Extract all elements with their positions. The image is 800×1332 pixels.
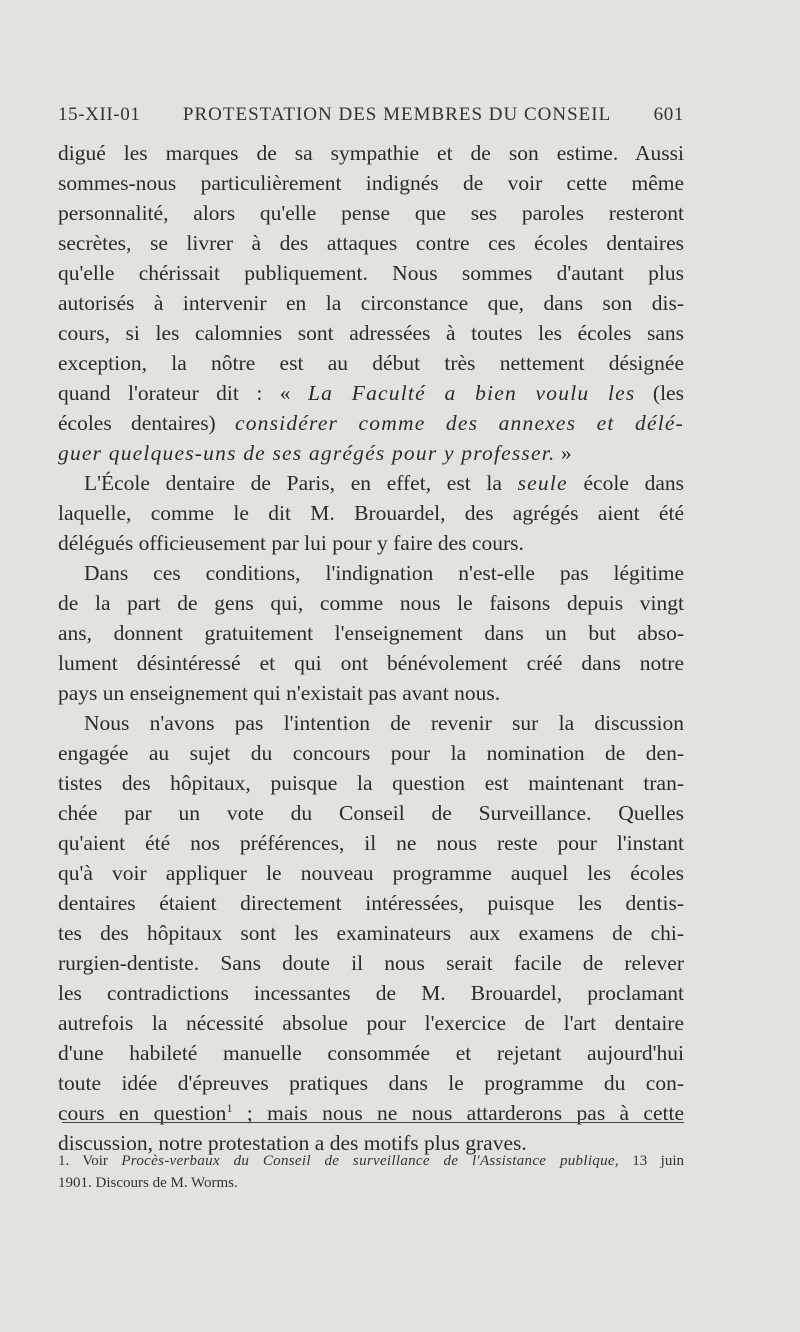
text-line [58, 948, 684, 978]
text-line [58, 918, 684, 948]
text-run: d'une habileté manuelle consommée et rejetant aujourd'hui [58, 1041, 684, 1065]
text-run: rurgien-dentiste. Sans doute il nous serait facile de relever [58, 951, 684, 975]
text-line [58, 198, 684, 228]
text-line [58, 588, 684, 618]
text-line [58, 1098, 684, 1128]
text-run: délégués officieusement par lui pour y faire des cours. [58, 531, 524, 555]
italic-text: guer quelques-uns de ses agrégés pour y professer. [58, 441, 556, 465]
text-line [58, 258, 684, 288]
footnote-line [58, 1172, 684, 1194]
text-run: cours, si les calomnies sont adressées à toutes les écoles sans [58, 321, 684, 345]
text-run: exception, la nôtre est au début très nettement désignée [58, 351, 684, 375]
text-run: toute idée d'épreuves pratiques dans le programme du con- [58, 1071, 684, 1095]
text-run: pays un enseignement qui n'existait pas avant nous. [58, 681, 501, 705]
text-run: écoles dentaires) [58, 411, 235, 435]
text-line [58, 768, 684, 798]
text-line [58, 378, 684, 408]
text-line [58, 1038, 684, 1068]
body-text [58, 138, 684, 1158]
header-title: PROTESTATION DES MEMBRES DU CONSEIL [182, 104, 612, 125]
text-run: Nous n'avons pas l'intention de revenir sur la discussion [84, 711, 684, 735]
text-line [58, 828, 684, 858]
text-line [58, 228, 684, 258]
italic-text: La Faculté a bien voulu les [307, 381, 636, 405]
text-run: de la part de gens qui, comme nous le faisons depuis vingt [58, 591, 684, 615]
text-line [58, 318, 684, 348]
text-line [58, 438, 684, 468]
text-run: chée par un vote du Conseil de Surveillance. Quelles [58, 801, 684, 825]
text-run: discussion, notre protestation a des motifs plus graves. [58, 1131, 527, 1155]
text-line [58, 648, 684, 678]
header-date: 15-XII-01 [58, 104, 141, 125]
text-line [58, 798, 684, 828]
text-run: ; mais nous ne nous attarderons pas à cette [232, 1101, 685, 1125]
footnote-line [58, 1150, 684, 1172]
text-line [58, 408, 684, 438]
footnote-ref: 1 [226, 1100, 233, 1115]
text-run: dentaires étaient directement intéressées, puisque les dentis- [58, 891, 684, 915]
italic-text: considérer comme des annexes et délé- [234, 411, 684, 435]
text-run: Dans ces conditions, l'indignation n'est-elle pas légitime [84, 561, 684, 585]
text-line [58, 858, 684, 888]
text-line [58, 468, 684, 498]
running-head [58, 104, 684, 126]
text-run: quand l'orateur dit : « [58, 381, 308, 405]
text-run: digué les marques de sa sympathie et de son estime. Aussi [58, 141, 684, 165]
text-run: lument désintéressé et qui ont bénévolement créé dans notre [58, 651, 684, 675]
text-run: ans, donnent gratuitement l'enseignement dans un but abso- [58, 621, 684, 645]
italic-text: Procès-verbaux du Conseil de surveillance de l'Assistance publique, [121, 1153, 619, 1169]
text-run: sommes-nous particulièrement indignés de voir cette même [58, 171, 684, 195]
text-run: » [555, 441, 572, 465]
text-line [58, 708, 684, 738]
text-run: (les [635, 381, 684, 405]
text-line [58, 528, 684, 558]
text-run: qu'elle chérissait publiquement. Nous sommes d'autant plus [58, 261, 684, 285]
text-run: cours en question [58, 1101, 227, 1125]
text-run: 1. Voir [58, 1153, 122, 1169]
text-line [58, 1008, 684, 1038]
footnote-divider [62, 1122, 684, 1123]
text-run: L'École dentaire de Paris, en effet, est la [84, 471, 518, 495]
text-run: personnalité, alors qu'elle pense que ses paroles resteront [58, 201, 684, 225]
text-line [58, 738, 684, 768]
text-line [58, 288, 684, 318]
text-run: autorisés à intervenir en la circonstance que, dans son dis- [58, 291, 684, 315]
text-line [58, 888, 684, 918]
text-run: tes des hôpitaux sont les examinateurs aux examens de chi- [58, 921, 684, 945]
text-run: école dans [567, 471, 684, 495]
footnotes [58, 1150, 684, 1194]
text-run: les contradictions incessantes de M. Brouardel, proclamant [58, 981, 684, 1005]
italic-text: seule [517, 471, 568, 495]
text-line [58, 168, 684, 198]
text-run: 1901. Discours de M. Worms. [58, 1175, 238, 1191]
text-run: laquelle, comme le dit M. Brouardel, des agrégés aient été [58, 501, 684, 525]
text-line [58, 978, 684, 1008]
text-run: engagée au sujet du concours pour la nomination de den- [58, 741, 684, 765]
text-line [58, 1068, 684, 1098]
page-number: 601 [653, 104, 684, 125]
text-run: 13 juin [618, 1153, 684, 1169]
text-run: qu'aient été nos préférences, il ne nous reste pour l'instant [58, 831, 684, 855]
text-line [58, 348, 684, 378]
text-run: qu'à voir appliquer le nouveau programme auquel les écoles [58, 861, 684, 885]
text-run: tistes des hôpitaux, puisque la question est maintenant tran- [58, 771, 684, 795]
text-line [58, 498, 684, 528]
text-line [58, 678, 684, 708]
text-run: secrètes, se livrer à des attaques contre ces écoles dentaires [58, 231, 684, 255]
text-line [58, 138, 684, 168]
text-run: autrefois la nécessité absolue pour l'exercice de l'art dentaire [58, 1011, 684, 1035]
text-line [58, 618, 684, 648]
text-line [58, 558, 684, 588]
